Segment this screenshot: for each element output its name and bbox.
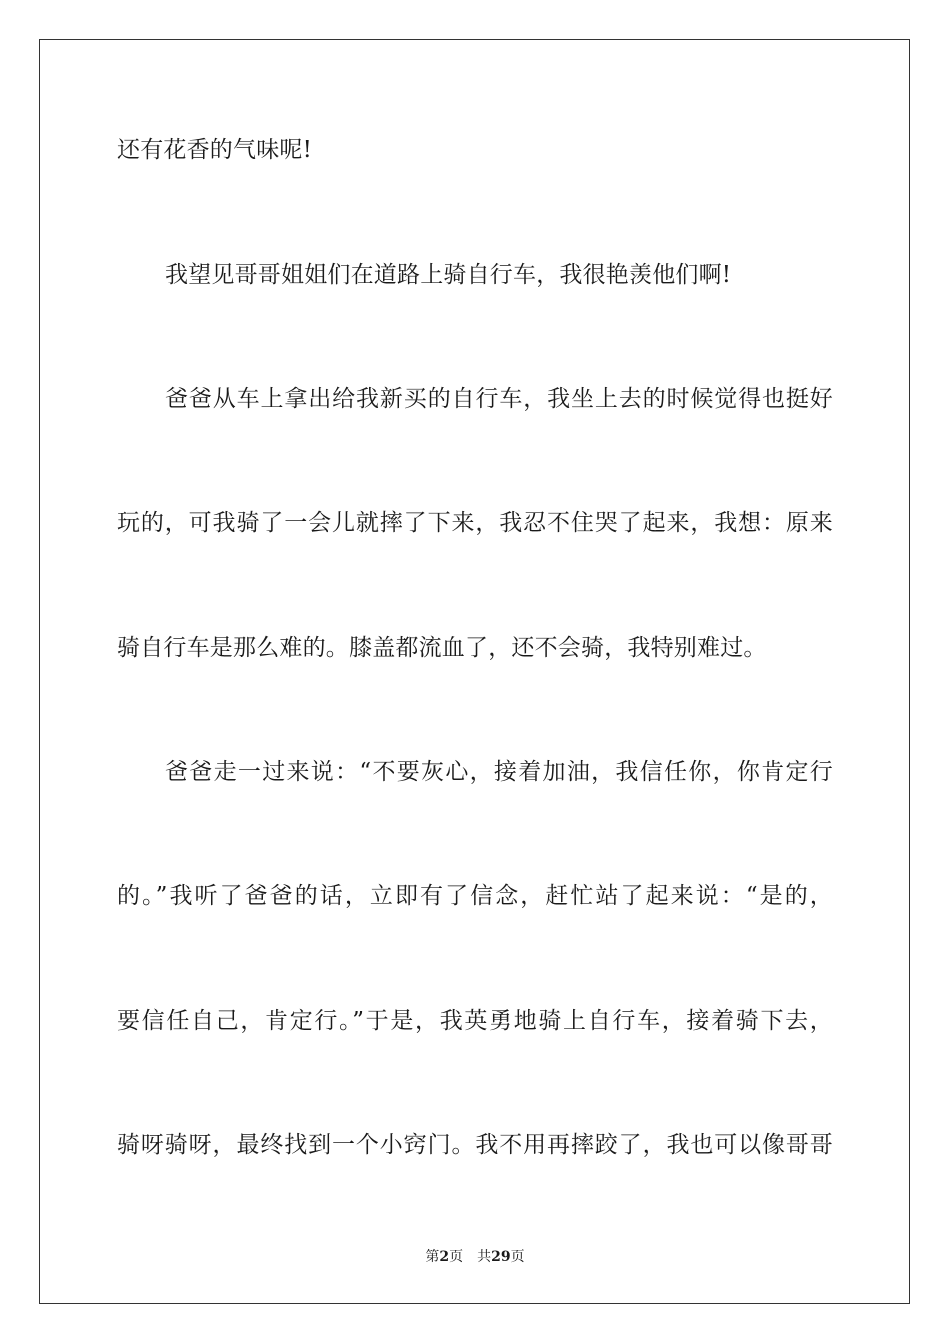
paragraph-line-5: 骑自行车是那么难的。膝盖都流血了，还不会骑，我特别难过。 [117,635,767,661]
total-prefix: 共 [477,1249,492,1265]
page-number: 2 [439,1249,450,1265]
paragraph-line-8: 要信任自己，肯定行。”于是，我英勇地骑上自行车，接着骑下去， [117,1008,833,1034]
text-line-1: 还有花香的气味呢! [117,137,313,163]
paragraph-line-2: 我望见哥哥姐姐们在道路上骑自行车，我很艳羡他们啊! [165,262,732,288]
total-pages: 29 [491,1249,511,1265]
total-suffix: 页 [510,1249,525,1265]
page-suffix: 页 [449,1249,464,1265]
paragraph-line-3: 爸爸从车上拿出给我新买的自行车，我坐上去的时候觉得也挺好 [165,386,833,412]
page-frame [39,39,910,1304]
paragraph-line-9: 骑呀骑呀，最终找到一个小窍门。我不用再摔跤了，我也可以像哥哥 [117,1132,833,1158]
paragraph-line-7: 的。”我听了爸爸的话，立即有了信念，赶忙站了起来说：“是的， [117,883,833,909]
paragraph-line-4: 玩的，可我骑了一会儿就摔了下来，我忍不住哭了起来，我想：原来 [117,510,833,536]
page-prefix: 第 [425,1249,440,1265]
page-footer [0,1248,950,1266]
paragraph-line-6: 爸爸走一过来说：“不要灰心，接着加油，我信任你，你肯定行 [165,759,833,785]
